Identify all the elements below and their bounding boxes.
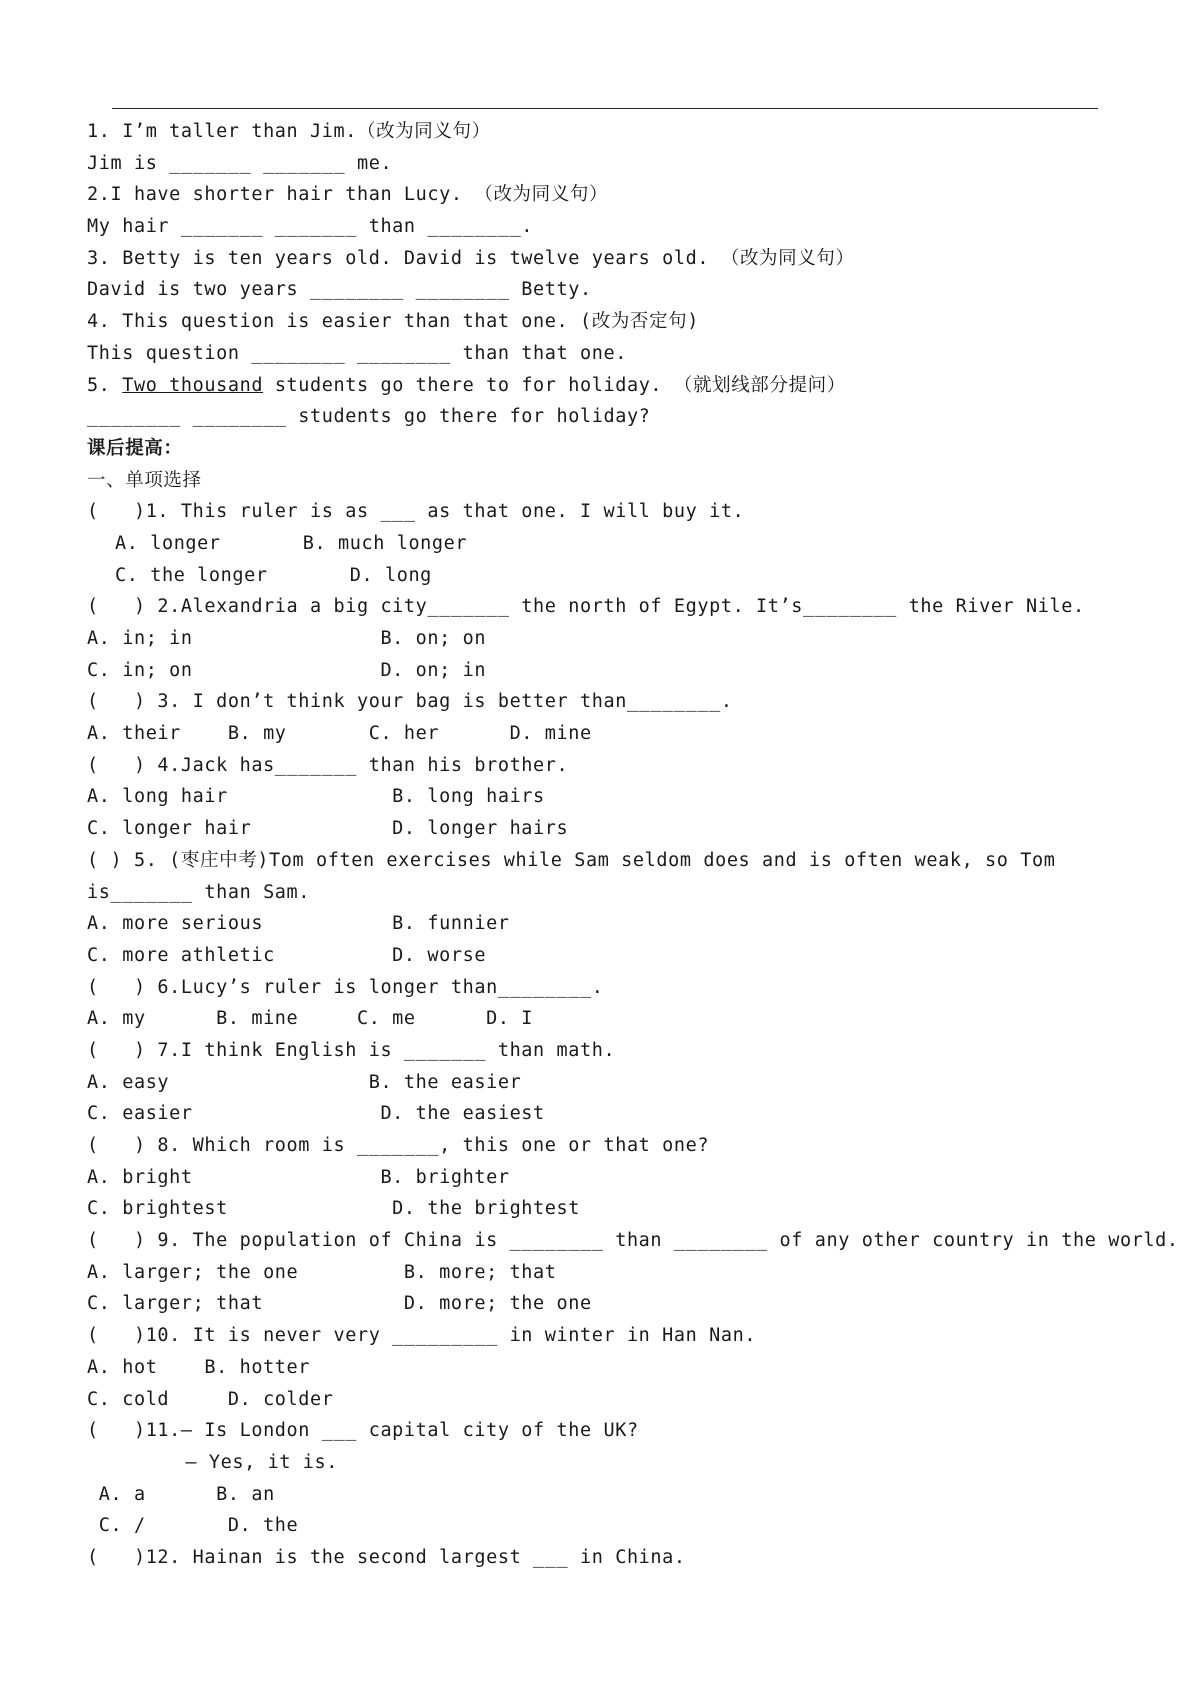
q5-suffix: students go there to for holiday. （就划线部分提问） [263,374,846,396]
q5-underlined-phrase: Two thousand [122,374,264,396]
mcq-options: C. cold D. colder [87,1388,334,1410]
mcq-options: C. longer hair D. longer hairs [87,818,569,840]
mcq-options: C. larger; that D. more; the one [87,1293,592,1315]
mcq-options: A. longer B. much longer [115,532,468,554]
mcq-options: A. long hair B. long hairs [87,786,545,808]
mcq-options: A. hot B. hotter [87,1356,311,1378]
header-rule [112,108,1098,109]
mcq-question: ( ) 3. I don’t think your bag is better than________. [87,691,733,713]
mcq-question: ( ) 5. (枣庄中考)Tom often exercises while Sam seldom does and is often weak, so Tom is_______ than Sam. [87,849,1056,903]
mcq-options: A. their B. my C. her D. mine [87,723,592,745]
mcq-options: C. the longer D. long [115,564,432,586]
mcq-options: A. a B. an [87,1483,275,1505]
q1-answer-line: Jim is _______ _______ me. [87,152,393,174]
mcq-options: A. more serious B. funnier [87,913,510,935]
mcq-question: ( ) 2.Alexandria a big city_______ the north of Egypt. It’s________ the River Nile. [87,596,1085,618]
mcq-question: ( ) 4.Jack has_______ than his brother. [87,754,569,776]
mcq-options: A. easy B. the easier [87,1071,522,1093]
mcq-question: ( )10. It is never very _________ in winter in Han Nan. [87,1325,757,1347]
mcq-question: ( )12. Hainan is the second largest ___ in China. [87,1546,686,1568]
mcq-list [87,496,1179,1573]
section-title: 课后提高： [87,437,183,459]
subsection-title: 一、单项选择 [87,469,202,491]
worksheet [87,116,1179,1574]
q2-answer-line: My hair _______ _______ than ________. [87,216,534,238]
mcq-question: ( ) 9. The population of China is ________ than ________ of any other country in the world. [87,1230,1179,1252]
q5-prefix: 5. [87,374,123,396]
mcq-options: C. / D. the [87,1515,299,1537]
mcq-options: A. my B. mine C. me D. I [87,1008,534,1030]
mcq-question: ( )1. This ruler is as ___ as that one. I will buy it. [87,501,745,523]
q3-answer-line: David is two years ________ ________ Betty. [87,279,592,301]
mcq-options: A. bright B. brighter [87,1166,510,1188]
q4-answer-line: This question ________ ________ than that one. [87,342,627,364]
mcq-question: ( ) 7.I think English is _______ than math. [87,1039,616,1061]
q4-prompt: 4. This question is easier than that one. (改为否定句) [87,311,699,333]
mcq-options: — Yes, it is. [115,1451,339,1473]
q2-prompt: 2.I have shorter hair than Lucy. （改为同义句） [87,184,609,206]
mcq-options: C. more athletic D. worse [87,944,487,966]
mcq-question: ( )11.— Is London ___ capital city of the UK? [87,1420,639,1442]
mcq-options: A. in; in B. on; on [87,628,487,649]
mcq-options: A. larger; the one B. more; that [87,1261,557,1283]
q5-prompt [87,370,1127,402]
mcq-question: ( ) 8. Which room is _______, this one or that one? [87,1135,710,1157]
mcq-question: ( ) 6.Lucy’s ruler is longer than________. [87,976,604,998]
mcq-options: C. in; on D. on; in [87,659,487,681]
q3-prompt: 3. Betty is ten years old. David is twelve years old. （改为同义句） [87,247,855,269]
mcq-options: C. brightest D. the brightest [87,1198,580,1220]
q1-prompt: 1. I’m taller than Jim.（改为同义句） [87,121,491,142]
q5-answer-line: ________ ________ students go there for holiday? [87,406,651,428]
mcq-options: C. easier D. the easiest [87,1103,545,1125]
